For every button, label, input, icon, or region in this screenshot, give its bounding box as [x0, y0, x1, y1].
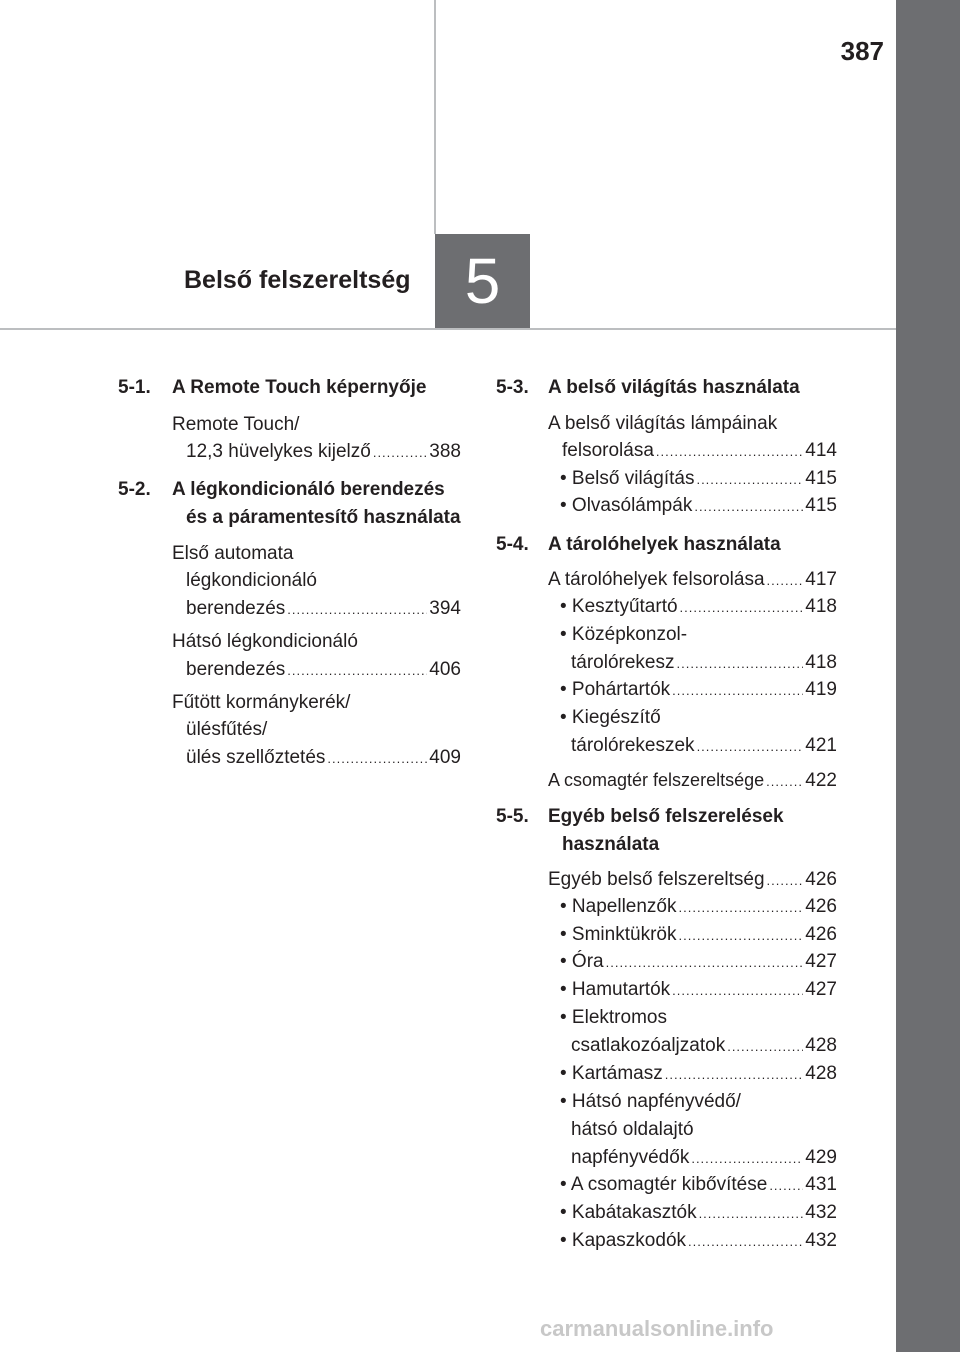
dot-leader — [656, 438, 803, 466]
section-number: 5-1. — [118, 377, 151, 398]
entry-title: tárolórekesz — [571, 652, 675, 673]
dot-leader — [665, 1061, 804, 1089]
entry-title: • Pohártartók — [560, 679, 671, 700]
entry-title: • Napellenzők — [560, 896, 677, 917]
dot-leader — [680, 594, 804, 622]
chapter-number-box: 5 — [435, 234, 530, 328]
entry-page: 419 — [805, 679, 837, 700]
dot-leader — [766, 768, 803, 796]
toc-entry-heated-wheel[interactable] — [186, 744, 461, 773]
dot-leader — [672, 977, 803, 1005]
toc-entry-storage-list[interactable] — [548, 566, 837, 595]
entry-title: berendezés — [186, 659, 286, 680]
toc-entry-interior-lights[interactable] — [560, 465, 837, 494]
toc-entry-vanity-mirrors[interactable] — [560, 921, 837, 950]
entry-page: 388 — [429, 441, 461, 462]
dot-leader — [767, 567, 804, 595]
dot-leader — [373, 439, 427, 467]
entry-title: csatlakozóaljzatok — [571, 1035, 726, 1056]
dot-leader — [287, 596, 427, 624]
page-number: 387 — [840, 36, 884, 66]
dot-leader — [767, 867, 804, 895]
section-title: A Remote Touch képernyője — [172, 377, 427, 398]
toc-section-5-3[interactable] — [496, 374, 800, 402]
toc-entry-rear-sunshade-line2[interactable]: hátsó oldalajtó — [571, 1119, 694, 1140]
entry-title: • Óra — [560, 951, 604, 972]
entry-page: 426 — [805, 924, 837, 945]
entry-page: 415 — [805, 495, 837, 516]
toc-entry-ashtrays[interactable] — [560, 976, 837, 1005]
toc-entry-aux-box-line1[interactable]: • Kiegészítő — [560, 707, 661, 728]
entry-page: 432 — [805, 1230, 837, 1251]
toc-entry-console-box[interactable] — [571, 649, 837, 678]
toc-section-5-4[interactable] — [496, 531, 781, 559]
entry-page: 426 — [805, 896, 837, 917]
entry-title: berendezés — [186, 598, 286, 619]
chapter-title: Belső felszereltség — [184, 266, 411, 294]
entry-title: tárolórekeszek — [571, 735, 695, 756]
toc-entry-rear-sunshade-line1[interactable]: • Hátsó napfényvédő/ — [560, 1091, 741, 1112]
entry-page: 432 — [805, 1202, 837, 1223]
toc-entry-remote-touch[interactable] — [186, 438, 461, 467]
toc-entry-armrest[interactable] — [560, 1060, 837, 1089]
toc-entry-power-outlets[interactable] — [571, 1032, 837, 1061]
toc-entry-assist-grips[interactable] — [560, 1227, 837, 1256]
toc-entry-front-ac[interactable] — [186, 595, 461, 624]
entry-page: 406 — [429, 659, 461, 680]
dot-leader — [699, 1200, 804, 1228]
section-title-line2: és a páramentesítő használata — [186, 507, 461, 528]
dot-leader — [727, 1033, 803, 1061]
entry-page: 422 — [805, 770, 837, 791]
section-title-line1: Egyéb belső felszerelések — [548, 806, 784, 827]
dot-leader — [678, 922, 803, 950]
entry-title: 12,3 hüvelykes kijelző — [186, 441, 371, 462]
section-title: A tárolóhelyek használata — [548, 534, 781, 555]
toc-entry-console-box-line1[interactable]: • Középkonzol- — [560, 624, 688, 645]
entry-page: 418 — [805, 596, 837, 617]
toc-entry-reading-lamps[interactable] — [560, 492, 837, 521]
entry-title: • Hamutartók — [560, 979, 671, 1000]
toc-entry-heated-wheel-line1[interactable]: Fűtött kormánykerék/ — [172, 692, 351, 713]
entry-title: ülés szellőztetés — [186, 747, 326, 768]
dot-leader — [672, 677, 803, 705]
section-number: 5-4. — [496, 534, 529, 555]
dot-leader — [606, 949, 804, 977]
toc-entry-rear-ac[interactable] — [186, 656, 461, 685]
dot-leader — [769, 1172, 803, 1200]
watermark: carmanualsonline.info — [540, 1316, 774, 1341]
toc-section-5-2[interactable] — [118, 476, 461, 528]
toc-entry-rear-ac-line1[interactable]: Hátsó légkondicionáló — [172, 631, 358, 652]
toc-entry-heated-wheel-line2[interactable]: ülésfűtés/ — [186, 719, 268, 740]
entry-page: 409 — [429, 747, 461, 768]
toc-entry-coat-hooks[interactable] — [560, 1199, 837, 1228]
dot-leader — [694, 493, 803, 521]
toc-entry-front-ac-line1[interactable]: Első automata — [172, 543, 294, 564]
entry-page: 418 — [805, 652, 837, 673]
section-title: A belső világítás használata — [548, 377, 800, 398]
entry-page: 414 — [805, 440, 837, 461]
section-number: 5-3. — [496, 377, 529, 398]
section-number: 5-5. — [496, 806, 529, 827]
toc-entry-sun-visors[interactable] — [560, 893, 837, 922]
toc-entry-lights-list-line1[interactable]: A belső világítás lámpáinak — [548, 413, 778, 434]
toc-section-5-1[interactable] — [118, 374, 427, 402]
entry-title: • Kartámasz — [560, 1063, 663, 1084]
toc-entry-front-ac-line2[interactable]: légkondicionáló — [186, 570, 317, 591]
entry-page: 428 — [805, 1063, 837, 1084]
entry-title: Egyéb belső felszereltség — [548, 869, 765, 890]
entry-page: 394 — [429, 598, 461, 619]
entry-page: 426 — [805, 869, 837, 890]
entry-title: • Kapaszkodók — [560, 1230, 687, 1251]
dot-leader — [327, 745, 427, 773]
entry-page: 427 — [805, 979, 837, 1000]
entry-page: 417 — [805, 569, 837, 590]
toc-entry-luggage-features[interactable] — [548, 766, 837, 796]
entry-title: • Kesztyűtartó — [560, 596, 678, 617]
toc-entry-other-features[interactable] — [548, 866, 837, 895]
dot-leader — [679, 894, 804, 922]
toc-section-5-5[interactable] — [496, 803, 784, 855]
toc-entry-glovebox[interactable] — [560, 593, 837, 622]
entry-title: • Olvasólámpák — [560, 495, 693, 516]
toc-entry-remote-touch-line1[interactable]: Remote Touch/ — [172, 414, 300, 435]
toc-entry-luggage-extension[interactable] — [560, 1171, 837, 1200]
chapter-sidebar-tab — [896, 0, 960, 1352]
toc-entry-clock[interactable] — [560, 948, 837, 977]
dot-leader — [688, 1228, 803, 1256]
toc-entry-rear-sunshade[interactable] — [571, 1144, 837, 1173]
entry-title: • Belső világítás — [560, 468, 695, 489]
entry-page: 428 — [805, 1035, 837, 1056]
entry-title: felsorolása — [562, 440, 654, 461]
section-number: 5-2. — [118, 479, 151, 500]
entry-page: 421 — [805, 735, 837, 756]
header-vertical-rule — [434, 0, 436, 234]
dot-leader — [697, 733, 804, 761]
toc-entry-cup-holders[interactable] — [560, 676, 837, 705]
entry-title: • Kabátakasztók — [560, 1202, 697, 1223]
toc-entry-power-outlets-line1[interactable]: • Elektromos — [560, 1007, 667, 1028]
entry-page: 431 — [805, 1174, 837, 1195]
dot-leader — [696, 466, 803, 494]
dot-leader — [287, 657, 427, 685]
header-horizontal-rule — [0, 328, 896, 330]
entry-title: A tárolóhelyek felsorolása — [548, 569, 765, 590]
entry-page: 427 — [805, 951, 837, 972]
section-title-line1: A légkondicionáló berendezés — [172, 479, 445, 500]
section-title-line2: használata — [562, 834, 660, 855]
toc-entry-lights-list[interactable] — [562, 437, 837, 466]
entry-title: • A csomagtér kibővítése — [560, 1174, 768, 1195]
dot-leader — [691, 1145, 803, 1173]
dot-leader — [677, 650, 804, 678]
entry-title: A csomagtér felszereltsége — [548, 770, 765, 790]
entry-title: napfényvédők — [571, 1147, 690, 1168]
entry-title: • Sminktükrök — [560, 924, 677, 945]
toc-entry-aux-box[interactable] — [571, 732, 837, 761]
entry-page: 415 — [805, 468, 837, 489]
entry-page: 429 — [805, 1147, 837, 1168]
